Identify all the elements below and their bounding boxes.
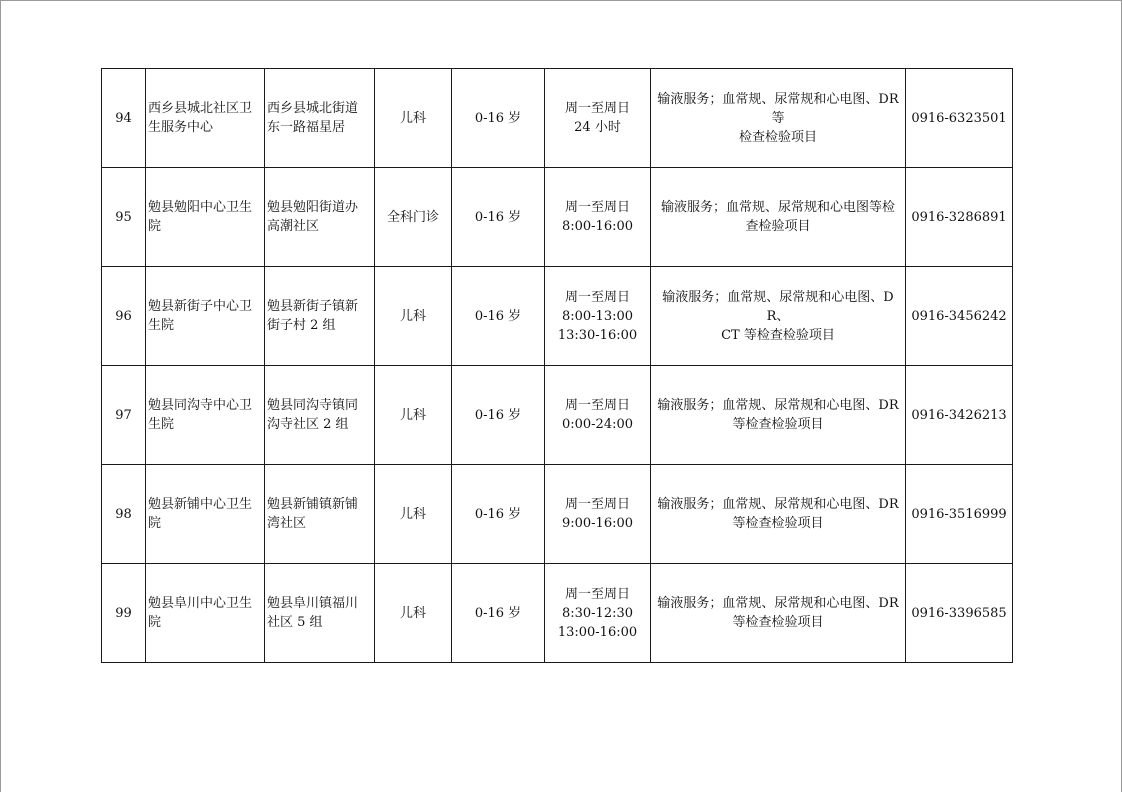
facility-name-line: 勉县勉阳中心卫生 bbox=[148, 200, 253, 215]
services-cell bbox=[651, 267, 906, 366]
facility-name-line: 院 bbox=[148, 615, 162, 630]
services-line: 等检查检验项目 bbox=[732, 417, 824, 432]
facility-address-cell bbox=[265, 465, 375, 564]
clinic-table bbox=[101, 68, 1013, 663]
age-range: 0-16 岁 bbox=[474, 407, 522, 423]
table-row bbox=[102, 168, 1013, 267]
services-cell bbox=[651, 69, 906, 168]
services-line: 输液服务；血常规、尿常规和心电图、DR 等 bbox=[657, 91, 899, 126]
phone-number: 0916-3426213 bbox=[911, 407, 1007, 423]
department: 全科门诊 bbox=[386, 209, 439, 225]
service-hours-line: 周一至周日 bbox=[564, 586, 630, 602]
row-number-cell bbox=[102, 366, 146, 465]
service-hours-line: 9:00-16:00 bbox=[561, 516, 634, 531]
age-range: 0-16 岁 bbox=[474, 308, 522, 324]
services-cell bbox=[651, 465, 906, 564]
department: 儿科 bbox=[399, 506, 426, 522]
table-row bbox=[102, 267, 1013, 366]
service-hours-line: 8:00-13:00 bbox=[561, 308, 634, 324]
services-line: 输液服务；血常规、尿常规和心电图、DR bbox=[657, 398, 899, 413]
department-cell bbox=[375, 168, 452, 267]
facility-address-cell bbox=[265, 267, 375, 366]
facility-name-cell bbox=[146, 366, 265, 465]
services-line: 输液服务；血常规、尿常规和心电图、DR bbox=[657, 596, 899, 611]
age-range-cell bbox=[452, 366, 545, 465]
phone-number-cell bbox=[906, 564, 1013, 663]
facility-name-line: 生院 bbox=[148, 318, 175, 333]
row-number: 97 bbox=[115, 407, 132, 423]
table-row bbox=[102, 366, 1013, 465]
facility-name-line: 西乡县城北社区卫 bbox=[148, 101, 253, 116]
facility-name-line: 院 bbox=[148, 219, 162, 234]
facility-address-line: 勉县新铺镇新铺 bbox=[267, 497, 359, 512]
phone-number-cell bbox=[906, 465, 1013, 564]
services-cell bbox=[651, 168, 906, 267]
service-hours-cell bbox=[545, 69, 651, 168]
services-line: CT 等检查检验项目 bbox=[721, 327, 835, 343]
services-line: 查检验项目 bbox=[745, 219, 811, 234]
service-hours-cell bbox=[545, 465, 651, 564]
phone-number: 0916-3456242 bbox=[911, 308, 1007, 324]
facility-name-line: 勉县新街子中心卫 bbox=[148, 299, 253, 314]
table-row bbox=[102, 69, 1013, 168]
service-hours-line: 8:00-16:00 bbox=[561, 219, 634, 234]
facility-name-cell bbox=[146, 168, 265, 267]
service-hours-line: 0:00-24:00 bbox=[561, 417, 634, 432]
department: 儿科 bbox=[399, 605, 426, 621]
facility-name-cell bbox=[146, 465, 265, 564]
service-hours-cell bbox=[545, 267, 651, 366]
phone-number-cell bbox=[906, 366, 1013, 465]
facility-address-line: 社区 5 组 bbox=[267, 615, 323, 630]
row-number-cell bbox=[102, 465, 146, 564]
service-hours-cell bbox=[545, 168, 651, 267]
age-range-cell bbox=[452, 267, 545, 366]
facility-name-line: 生院 bbox=[148, 417, 175, 432]
facility-address-line: 高潮社区 bbox=[267, 219, 320, 234]
facility-name-cell bbox=[146, 69, 265, 168]
age-range-cell bbox=[452, 168, 545, 267]
facility-name-line: 院 bbox=[148, 516, 162, 531]
facility-address-line: 东一路福星居 bbox=[267, 120, 346, 135]
row-number: 94 bbox=[115, 110, 132, 126]
table-row bbox=[102, 465, 1013, 564]
service-hours-line: 13:30-16:00 bbox=[557, 327, 638, 343]
facility-address-line: 沟寺社区 2 组 bbox=[267, 417, 349, 432]
department-cell bbox=[375, 69, 452, 168]
department-cell bbox=[375, 267, 452, 366]
facility-name-cell bbox=[146, 564, 265, 663]
row-number-cell bbox=[102, 69, 146, 168]
service-hours-line: 24 小时 bbox=[574, 120, 621, 135]
facility-address-cell bbox=[265, 564, 375, 663]
table-body bbox=[102, 69, 1013, 663]
services-line: 输液服务；血常规、尿常规和心电图、DR bbox=[657, 497, 899, 512]
service-hours-cell bbox=[545, 564, 651, 663]
facility-address-line: 勉县同沟寺镇同 bbox=[267, 398, 359, 413]
facility-address-line: 湾社区 bbox=[267, 516, 307, 531]
age-range: 0-16 岁 bbox=[474, 506, 522, 522]
facility-address-line: 街子村 2 组 bbox=[267, 318, 336, 333]
facility-address-line: 勉县阜川镇福川 bbox=[267, 596, 359, 611]
service-hours-line: 周一至周日 bbox=[564, 101, 630, 116]
age-range: 0-16 岁 bbox=[474, 110, 522, 126]
services-line: 输液服务；血常规、尿常规和心电图等检 bbox=[660, 200, 895, 215]
phone-number-cell bbox=[906, 168, 1013, 267]
department: 儿科 bbox=[399, 308, 426, 324]
table-row bbox=[102, 564, 1013, 663]
row-number: 98 bbox=[115, 506, 132, 522]
facility-name-cell bbox=[146, 267, 265, 366]
department-cell bbox=[375, 366, 452, 465]
services-cell bbox=[651, 564, 906, 663]
facility-name-line: 生服务中心 bbox=[148, 120, 214, 135]
row-number: 99 bbox=[115, 605, 132, 621]
phone-number: 0916-3396585 bbox=[911, 605, 1007, 621]
facility-name-line: 勉县新铺中心卫生 bbox=[148, 497, 253, 512]
row-number-cell bbox=[102, 267, 146, 366]
phone-number-cell bbox=[906, 69, 1013, 168]
department-cell bbox=[375, 465, 452, 564]
service-hours-line: 周一至周日 bbox=[564, 398, 630, 413]
row-number: 95 bbox=[115, 209, 132, 225]
facility-address-line: 勉县新街子镇新 bbox=[267, 299, 359, 314]
facility-name-line: 勉县同沟寺中心卫 bbox=[148, 398, 253, 413]
services-line: 等检查检验项目 bbox=[732, 516, 824, 531]
phone-number: 0916-6323501 bbox=[911, 110, 1007, 126]
services-cell bbox=[651, 366, 906, 465]
facility-address-cell bbox=[265, 69, 375, 168]
services-line: 等检查检验项目 bbox=[732, 615, 824, 630]
facility-address-line: 西乡县城北街道 bbox=[267, 101, 359, 116]
department: 儿科 bbox=[399, 110, 426, 126]
age-range-cell bbox=[452, 69, 545, 168]
department: 儿科 bbox=[399, 407, 426, 423]
services-line: 输液服务；血常规、尿常规和心电图、DR、 bbox=[662, 289, 894, 324]
row-number-cell bbox=[102, 564, 146, 663]
department-cell bbox=[375, 564, 452, 663]
row-number: 96 bbox=[115, 308, 132, 324]
phone-number: 0916-3286891 bbox=[911, 209, 1007, 225]
facility-address-line: 勉县勉阳街道办 bbox=[267, 200, 359, 215]
service-hours-line: 周一至周日 bbox=[564, 497, 630, 512]
age-range-cell bbox=[452, 564, 545, 663]
phone-number: 0916-3516999 bbox=[911, 506, 1007, 522]
row-number-cell bbox=[102, 168, 146, 267]
services-line: 检查检验项目 bbox=[738, 129, 817, 145]
service-hours-line: 周一至周日 bbox=[564, 289, 630, 305]
facility-address-cell bbox=[265, 366, 375, 465]
service-hours-cell bbox=[545, 366, 651, 465]
age-range: 0-16 岁 bbox=[474, 209, 522, 225]
service-hours-line: 13:00-16:00 bbox=[557, 624, 638, 640]
age-range: 0-16 岁 bbox=[474, 605, 522, 621]
phone-number-cell bbox=[906, 267, 1013, 366]
age-range-cell bbox=[452, 465, 545, 564]
facility-name-line: 勉县阜川中心卫生 bbox=[148, 596, 253, 611]
service-hours-line: 周一至周日 bbox=[564, 200, 630, 215]
service-hours-line: 8:30-12:30 bbox=[561, 605, 634, 621]
facility-address-cell bbox=[265, 168, 375, 267]
